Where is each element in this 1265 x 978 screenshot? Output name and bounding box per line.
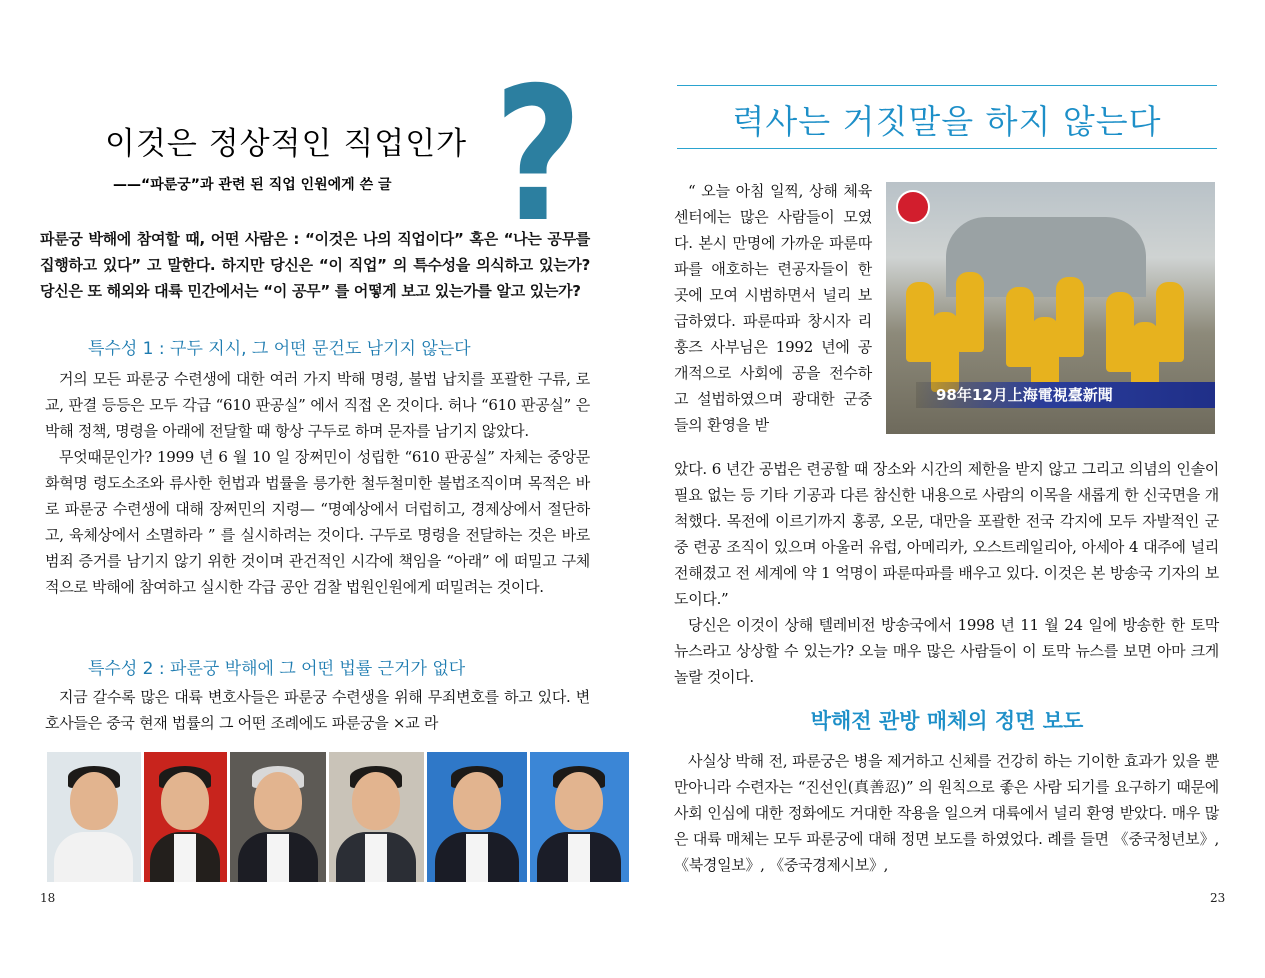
paragraph: 거의 모든 파룬궁 수련생에 대한 여러 가지 박해 명령, 불법 납치를 포괄한 구류, 로교, 판결 등등은 모두 각급 “610 판공실” 에서 직접 온 것이다. 허나 “610 판공실” 은 박해 정책, 명령을 아래에 전달할 때 항상 구두로 하며 문자를 남기지 않았다. [45,370,590,440]
question-mark-graphic: ? [494,47,583,263]
person-photo [47,752,141,882]
page-number: 18 [40,891,56,905]
practitioners-group [886,252,1215,402]
paragraph: 무엇때문인가? 1999 년 6 월 10 일 장쩌민이 성립한 “610 판공실” 자체는 중앙문화혁명 령도소조와 류사한 헌법과 법률을 릉가한 철두철미한 불법조직이며 목적은 바로 파룬궁 수련생에 대해 장쩌민의 지령— “명예상에서 더럽히고, 경제상에서 절단하고, 육체상에서 소멸하라 ” 를 실시하려는 것이다. 구두로 명령을 전달하는 것은 바로 범죄 증거를 남기지 않기 위한 것이며 관건적인 시각에 책임을 “아래” 에 떠밀고 구체적으로 박해에 참여하고 실시한 각급 공안 검찰 법원인원에게 떠밀려는 것이다. [45,448,590,596]
body-text [674,456,1219,690]
paragraph: 지금 갈수록 많은 대륙 변호사들은 파룬궁 수련생을 위해 무죄변호를 하고 있다. 변호사들은 중국 현재 법률의 그 어떤 조례에도 파룬궁을 ×교 라 [45,688,590,732]
photo-strip [47,752,629,882]
tv-station-logo [896,190,930,224]
page-title: 이것은 정상적인 직업인가 [105,126,468,162]
page-number: 23 [1210,891,1226,905]
left-page [0,0,632,978]
person-photo [230,752,326,882]
column-text [674,178,872,438]
intro-paragraph: 파룬궁 박해에 참여할 때, 어떤 사람은 : “이것은 나의 직업이다” 혹은 “나는 공무를 집행하고 있다” 고 말한다. 하지만 당신은 “이 직업” 의 특수성을 의식하고 있는가? 당신은 또 해외와 대륙 민간에서는 “이 공무” 를 어떻게 보고 있는가를 알고 있는가? [40,230,590,300]
paragraph: 사실상 박해 전, 파룬궁은 병을 제거하고 신체를 건강히 하는 기이한 효과가 있을 뿐만아니라 수련자는 “진선인(真善忍)” 의 원칙으로 좋은 사람 되기를 요구하기 때문에 사회 인심에 대한 정화에도 거대한 작용을 일으켜 대륙에서 널리 환영 받았다. 매우 많은 대륙 매체는 모두 파룬궁에 대해 정면 보도를 하였었다. 례를 들면 《중국청년보》, 《북경일보》, 《중국경제시보》, [674,752,1219,874]
section2-heading: 특수성 2 : 파룬궁 박해에 그 어떤 법률 근거가 없다 [88,659,466,679]
person-photo [427,752,526,882]
section1-heading: 특수성 1 : 구두 지시, 그 어떤 문건도 남기지 않는다 [88,339,471,359]
subtitle: ——“파룬궁”과 관련 된 직업 인원에게 쓴 글 [113,177,392,193]
paragraph: “ 오늘 아침 일찍, 상해 체육센터에는 많은 사람들이 모였다. 본시 만명에 가까운 파룬따파를 애호하는 련공자들이 한곳에 모여 시범하면서 널리 보급하였다. 파룬따파 창시자 리훙즈 사부님은 1992 년에 공개적으로 사회에 공을 전수하고 설법하였으며 광대한 군중들의 환영을 받 [674,182,872,434]
body-text-bottom [674,748,1219,878]
title-rule-top [677,85,1217,86]
page-title: 력사는 거짓말을 하지 않는다 [732,102,1162,141]
title-rule-bottom [677,148,1217,149]
paragraph: 당신은 이것이 상해 텔레비전 방송국에서 1998 년 11 월 24 일에 방송한 한 토막 뉴스라고 상상할 수 있는가? 오늘 매우 많은 사람들이 이 토막 뉴스를 보면 아마 크게 놀랄 것이다. [674,616,1219,686]
person-photo [144,752,228,882]
section1-body [45,366,590,600]
person-photo [329,752,425,882]
person-photo [530,752,629,882]
tv-caption: 98年12月上海電視臺新聞 [916,382,1215,408]
right-page [632,0,1265,978]
tv-news-still [886,182,1215,434]
section2-body [45,684,590,736]
paragraph: 았다. 6 년간 공법은 련공할 때 장소와 시간의 제한을 받지 않고 그리고 의념의 인솔이 필요 없는 등 기타 기공과 다른 참신한 내용으로 사람의 이목을 새롭게 한 신국면을 개척했다. 목전에 이르기까지 홍콩, 오문, 대만을 포괄한 전국 각지에 모두 자발적인 군중 련공 조직이 있으며 아울러 유럽, 아메리카, 오스트레일리아, 아세아 4 대주에 널리 전해졌고 전 세계에 약 1 억명이 파룬따파를 배우고 있다. 이것은 본 방송국 기자의 보도이다.” [674,460,1219,608]
section-heading: 박해전 관방 매체의 정면 보도 [810,709,1084,733]
